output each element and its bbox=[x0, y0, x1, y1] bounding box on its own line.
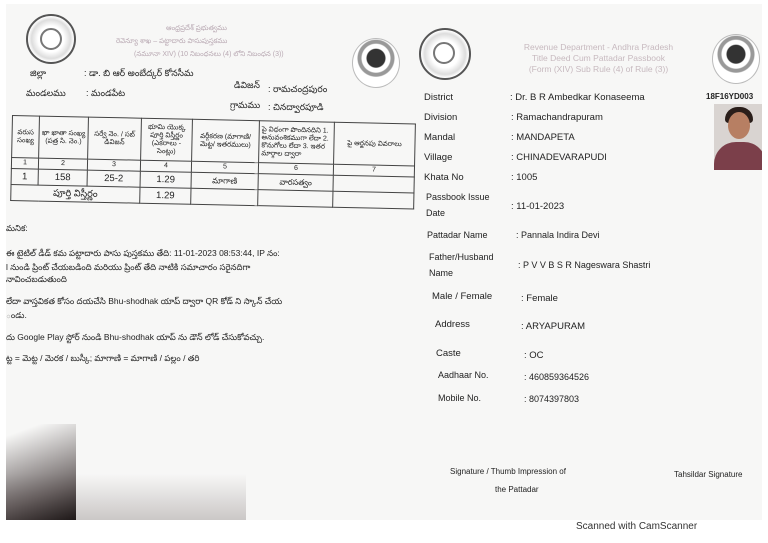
gender-value: : Female bbox=[521, 293, 558, 304]
column-number: 6 bbox=[258, 163, 333, 176]
telugu-header-line-3: (నమూనా XIV) (10 నిబంధనలు (4) లోని నిబంధన (3)) bbox=[134, 51, 284, 58]
english-header-line-3: (Form (XIV) Sub Rule (4) of Rule (3)) bbox=[528, 64, 669, 74]
camscanner-watermark: Scanned with CamScanner bbox=[576, 521, 698, 532]
table-header: పై విధంగా పొందినదిని 1. అనువంశికముగా లేదా 2. కొనుగోలు లేదా 3. ఇతర మార్గాల ద్వారా bbox=[259, 121, 335, 165]
table-cell: 1 bbox=[11, 168, 38, 185]
telugu-header-line-2: రెవెన్యూ శాఖ – పట్టాదారు పాసుపుస్తకము bbox=[116, 38, 228, 45]
cm-photo-logo-left bbox=[352, 38, 400, 88]
column-number: 2 bbox=[38, 158, 87, 170]
telugu-mandal-value: : మండపేట bbox=[86, 88, 126, 98]
notes-heading: మనిక: bbox=[6, 223, 28, 233]
passbook-issue-label: Passbook Issue bbox=[426, 192, 490, 202]
telugu-village-label: గ్రామము bbox=[230, 100, 261, 110]
column-number: 3 bbox=[87, 159, 140, 171]
khata-value: : 1005 bbox=[511, 172, 538, 183]
table-header: వరుస సంఖ్య bbox=[12, 116, 40, 159]
note-line-6: దు Google Play స్టోర్ నుండి Bhu-shodhak యాప్ ను డౌన్ లోడ్ చేసుకోవచ్చు. bbox=[6, 332, 265, 342]
gender-label: Male / Female bbox=[432, 291, 493, 302]
table-header: ఖా ఖాతా సంఖ్య (పత్ర సి. నెం.) bbox=[39, 116, 89, 159]
column-number: 7 bbox=[333, 164, 414, 177]
telugu-header-line-1: ఆంధ్రప్రదేశ్ ప్రభుత్వము bbox=[166, 25, 227, 32]
mobile-label: Mobile No. bbox=[438, 393, 482, 403]
tahsildar-signature-label: Tahsildar Signature bbox=[674, 470, 743, 479]
cm-photo-logo-right bbox=[712, 34, 760, 84]
govt-seal-right bbox=[419, 28, 471, 80]
pattadar-name-label: Pattadar Name bbox=[427, 230, 488, 240]
table-header: భూమి యొక్క పూర్తి విస్తీర్ణం (ఎకరాలు - సెంట్లు) bbox=[141, 118, 193, 161]
telugu-village-value: : చినద్వారపూడి bbox=[268, 102, 324, 112]
telugu-division-value: : రామచంద్రపురం bbox=[268, 84, 328, 94]
note-line-3: నావించబడుతుంది bbox=[6, 274, 67, 284]
table-header: సర్వే నెం. / సబ్ డివిజన్ bbox=[88, 117, 142, 160]
father-husband-label: Father/Husband bbox=[429, 252, 494, 262]
telugu-mandal-label: మండలము bbox=[26, 88, 66, 98]
column-number: 5 bbox=[191, 161, 258, 173]
note-line-5: ండు. bbox=[6, 310, 27, 320]
caste-value: : OC bbox=[524, 350, 544, 361]
page-corner-shadow bbox=[6, 424, 76, 520]
english-header bbox=[506, 42, 691, 75]
pattadar-signature-label-2: the Pattadar bbox=[495, 485, 539, 494]
father-husband-name-label: Name bbox=[429, 268, 454, 278]
address-label: Address bbox=[435, 319, 470, 330]
column-number: 1 bbox=[11, 158, 38, 170]
pattadar-name-value: : Pannala Indira Devi bbox=[516, 230, 600, 240]
english-header-line-2: Title Deed Cum Pattadar Passbook bbox=[532, 53, 665, 63]
passbook-date-label: Date bbox=[426, 208, 446, 218]
english-header-line-1: Revenue Department - Andhra Pradesh bbox=[523, 42, 674, 52]
land-details-table bbox=[10, 115, 416, 209]
village-label: Village bbox=[424, 152, 453, 163]
table-cell: 25-2 bbox=[87, 170, 140, 187]
mandal-value: : MANDAPETA bbox=[511, 132, 575, 143]
aadhaar-label: Aadhaar No. bbox=[438, 370, 489, 380]
aadhaar-value: : 460859364526 bbox=[524, 372, 590, 382]
passbook-code: 18F16YD003 bbox=[706, 92, 754, 101]
table-cell: వారసత్వం bbox=[258, 174, 333, 192]
division-label: Division bbox=[424, 112, 458, 123]
district-value: : Dr. B R Ambedkar Konaseema bbox=[510, 92, 645, 103]
mobile-value: : 8074397803 bbox=[524, 394, 580, 404]
total-value: 1.29 bbox=[140, 187, 191, 204]
khata-label: Khata No bbox=[424, 172, 464, 183]
note-line-2: l నుండి ప్రింట్ చేయబడింది మరియు ప్రింట్ తేది నాటికి సమాచారం సరైనదిగా bbox=[6, 262, 251, 272]
table-header: వర్గీకరణ (మాగాణి/మెట్ట/ ఇతరములు) bbox=[192, 119, 260, 162]
address-value: : ARYAPURAM bbox=[521, 321, 586, 332]
table-cell: 1.29 bbox=[140, 171, 191, 188]
note-line-4: లేదా వాస్తవికత కోసం దయచేసి Bhu-shodhak యాప్ ద్వారా QR కోడ్ ని స్కాన్ చేయ bbox=[6, 296, 283, 306]
mandal-label: Mandal bbox=[424, 132, 456, 143]
division-value: : Ramachandrapuram bbox=[511, 112, 603, 123]
note-line-7: ట్ట = మెట్ట / మెరక / బుస్కీ; మాగాణి = మాగాణి / పల్లం / తరి bbox=[6, 353, 200, 363]
table-cell: మాగాణి bbox=[191, 172, 258, 189]
note-line-1: ఈ టైటిల్ డీడ్ కమ పట్టాదారు పాసు పుస్తకము తేది: 11-01-2023 08:53:44, IP నం: bbox=[6, 248, 280, 258]
telugu-division-label: డివిజన్ bbox=[234, 80, 260, 90]
table-cell: 158 bbox=[38, 169, 87, 186]
pattadar-signature-label: Signature / Thumb Impression of bbox=[450, 467, 566, 476]
total-label: పూర్తి విస్తీర్ణం bbox=[11, 184, 140, 203]
column-number: 4 bbox=[140, 160, 191, 172]
passbook-page bbox=[6, 4, 762, 520]
telugu-district-value: : డా. బి ఆర్ అంబేద్కర్ కోనసీమ bbox=[84, 68, 194, 78]
passbook-issue-value: : 11-01-2023 bbox=[511, 201, 565, 212]
telugu-district-label: జిల్లా bbox=[30, 68, 47, 78]
district-label: District bbox=[424, 92, 454, 103]
pattadar-photo bbox=[714, 104, 762, 170]
govt-seal-left bbox=[26, 14, 76, 64]
village-value: : CHINADEVARAPUDI bbox=[511, 152, 607, 163]
father-husband-value: : P V V B S R Nageswara Shastri bbox=[518, 260, 651, 270]
caste-label: Caste bbox=[436, 348, 461, 359]
table-header: పై ఆర్జనపు వివరాలు bbox=[334, 122, 416, 166]
table-cell bbox=[333, 175, 414, 193]
